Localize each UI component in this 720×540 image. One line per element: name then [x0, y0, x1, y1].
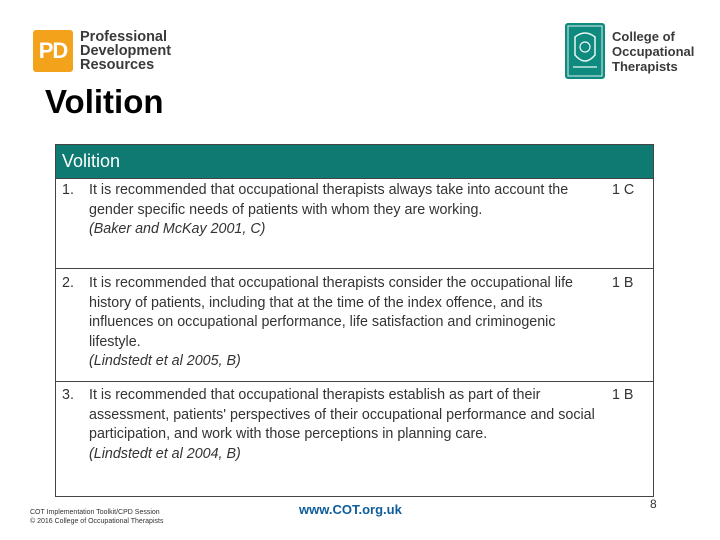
row-body [89, 386, 609, 464]
row-text: It is recommended that occupational therapists always take into account the gender specific needs of patients with whom they are working. [89, 182, 569, 218]
row-grade: 1 B [612, 387, 634, 403]
row-number: 1. [62, 182, 74, 198]
slide-title: Volition [45, 83, 164, 120]
row-body [89, 181, 609, 240]
table-row [56, 269, 653, 382]
row-number: 2. [62, 275, 74, 291]
row-citation: (Lindstedt et al 2005, B) [89, 353, 241, 369]
cot-logo-line: Occupational [612, 43, 695, 59]
recommendations-table [55, 144, 654, 497]
table-row [56, 382, 653, 495]
row-body [89, 274, 609, 372]
cot-logo-text [612, 29, 694, 74]
row-grade: 1 C [612, 182, 635, 198]
pd-logo-line: Resources [80, 57, 155, 73]
row-citation: (Lindstedt et al 2004, B) [89, 445, 241, 462]
footer-credit [30, 508, 163, 526]
pd-logo [33, 30, 171, 72]
row-text: It is recommended that occupational therapists consider the occupational life history of patients, including that at the time of the index offence, and its influences on occupational performance, life satisfaction and criminogenic lifestyle. [89, 275, 573, 350]
row-grade: 1 B [612, 275, 634, 291]
cot-logo-line: College of [612, 28, 675, 44]
cot-crest-icon [565, 23, 605, 79]
pd-logo-line: Professional [80, 29, 168, 45]
footer-line: COT Implementation Toolkit/CPD Session [30, 509, 160, 516]
table-row [56, 179, 653, 269]
page-number: 8 [650, 497, 657, 511]
row-citation: (Baker and McKay 2001, C) [89, 221, 266, 237]
footer-url-link[interactable]: www.COT.org.uk [299, 502, 402, 517]
table-header: Volition [56, 145, 653, 179]
pd-logo-line: Development [80, 43, 172, 59]
row-text: It is recommended that occupational therapists establish as part of their assessment, patients' perspectives of their occupational performance and social participation, and work with those perceptions in planning care. [89, 387, 595, 442]
cot-logo [565, 23, 694, 79]
row-number: 3. [62, 387, 74, 403]
pd-logo-mark: PD [33, 30, 73, 72]
pd-logo-text [80, 30, 171, 72]
footer-line: © 2016 College of Occupational Therapists [30, 518, 164, 525]
cot-logo-line: Therapists [612, 58, 678, 74]
